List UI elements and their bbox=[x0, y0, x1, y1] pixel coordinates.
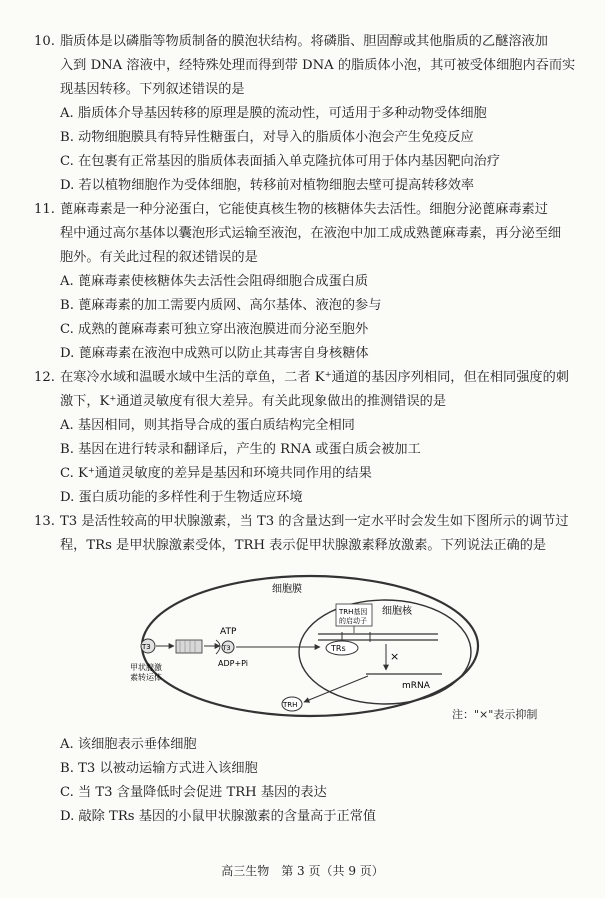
q11-stem-line-1: 11. 蓖麻毒素是一种分泌蛋白，它能使真核生物的核糖体失去活性。细胞分泌蓖麻毒素过 bbox=[34, 198, 582, 222]
question-11 bbox=[34, 198, 582, 270]
adp-label: ADP+Pi bbox=[218, 659, 249, 668]
q12-number: 12. bbox=[34, 370, 55, 385]
q13-option-c: C. 当 T3 含量降低时会促进 TRH 基因的表达 bbox=[60, 785, 327, 800]
q11-stem-line-2: 程中通过高尔基体以囊泡形式运输至液泡，在液泡中加工成成熟蓖麻毒素，再分泌至细 bbox=[60, 226, 562, 241]
q12-option-d: D. 蛋白质功能的多样性利于生物适应环境 bbox=[60, 490, 303, 505]
q12-stem-line-2: 激下，K⁺通道灵敏度有很大差异。有关此现象做出的推测错误的是 bbox=[60, 394, 447, 409]
inhibit-mark: × bbox=[390, 650, 400, 663]
q10-stem-line-3: 现基因转移。下列叙述错误的是 bbox=[60, 82, 245, 97]
thyroid-regulation-diagram bbox=[120, 570, 490, 720]
translation-arrow bbox=[304, 676, 368, 702]
q10-option-c: C. 在包裹有正常基因的脂质体表面插入单克隆抗体可用于体内基因靶向治疗 bbox=[60, 154, 501, 169]
q13-stem-line-2: 程，TRs 是甲状腺激素受体，TRH 表示促甲状腺激素释放激素。下列说法正确的是 bbox=[60, 538, 547, 553]
trh-label: TRH bbox=[283, 701, 298, 709]
q10-number: 10. bbox=[34, 34, 55, 49]
q12-stem-line-1: 12. 在寒冷水域和温暖水域中生活的章鱼，二者 K⁺通道的基因序列相同，但在相同强度的刺 bbox=[34, 366, 582, 390]
diagram-note: 注："×"表示抑制 bbox=[452, 708, 538, 721]
q13-option-d: D. 敲除 TRs 基因的小鼠甲状腺激素的含量高于正常值 bbox=[60, 809, 377, 824]
q12-option-b: B. 基因在进行转录和翻译后，产生的 RNA 或蛋白质会被加工 bbox=[60, 442, 421, 457]
q10-stem-line-1: 10. 脂质体是以磷脂等物质制备的膜泡状结构。将磷脂、胆固醇或其他脂质的乙醚溶液加 bbox=[34, 30, 582, 54]
q10-option-d: D. 若以植物细胞作为受体细胞，转移前对植物细胞去壁可提高转移效率 bbox=[60, 178, 475, 193]
q10-option-a: A. 脂质体介导基因转移的原理是膜的流动性，可适用于多种动物受体细胞 bbox=[60, 106, 487, 121]
q11-option-b: B. 蓖麻毒素的加工需要内质网、高尔基体、液泡的参与 bbox=[60, 298, 382, 313]
q13-option-a: A. 该细胞表示垂体细胞 bbox=[60, 737, 197, 752]
promoter-label-2: 的启动子 bbox=[339, 617, 367, 625]
q11-option-c: C. 成熟的蓖麻毒素可独立穿出液泡膜进而分泌至胞外 bbox=[60, 322, 369, 337]
t3-inside-label: T3 bbox=[222, 644, 231, 652]
q13-number: 13. bbox=[34, 514, 55, 529]
promoter-label-1: TRH基因 bbox=[339, 608, 368, 616]
question-13 bbox=[34, 510, 582, 558]
q12-option-a: A. 基因相同，则其指导合成的蛋白质结构完全相同 bbox=[60, 418, 355, 433]
q13-stem-line-1: 13. T3 是活性较高的甲状腺激素，当 T3 的含量达到一定水平时会发生如下图所示的调节过 bbox=[34, 510, 582, 534]
question-12 bbox=[34, 366, 582, 414]
q12-option-c: C. K⁺通道灵敏度的差异是基因和环境共同作用的结果 bbox=[60, 466, 372, 481]
q11-option-a: A. 蓖麻毒素使核糖体失去活性会阻碍细胞合成蛋白质 bbox=[60, 274, 369, 289]
t3-outside-label: T3 bbox=[142, 643, 151, 651]
membrane-label: 细胞膜 bbox=[272, 584, 302, 595]
q11-number: 11. bbox=[34, 202, 55, 217]
transporter-label-2: 素转运体 bbox=[130, 673, 162, 682]
q10-option-b: B. 动物细胞膜具有特异性糖蛋白，对导入的脂质体小泡会产生免疫反应 bbox=[60, 130, 474, 145]
mrna-label: mRNA bbox=[402, 681, 430, 691]
question-10 bbox=[34, 30, 582, 102]
transporter-label-1: 甲状腺激 bbox=[130, 663, 162, 672]
page-footer: 高三生物 第 3 页（共 9 页） bbox=[221, 864, 384, 878]
atp-label: ATP bbox=[220, 627, 237, 637]
q11-stem-line-3: 胞外。有关此过程的叙述错误的是 bbox=[60, 250, 258, 265]
q10-stem-line-2: 入到 DNA 溶液中，经特殊处理而得到带 DNA 的脂质体小泡，其可被受体细胞内吞而实 bbox=[60, 58, 576, 73]
trs-label: TRs bbox=[331, 644, 346, 653]
nucleus-label: 细胞核 bbox=[382, 606, 412, 617]
q13-option-b: B. T3 以被动运输方式进入该细胞 bbox=[60, 761, 258, 776]
q11-option-d: D. 蓖麻毒素在液泡中成熟可以防止其毒害自身核糖体 bbox=[60, 346, 369, 361]
